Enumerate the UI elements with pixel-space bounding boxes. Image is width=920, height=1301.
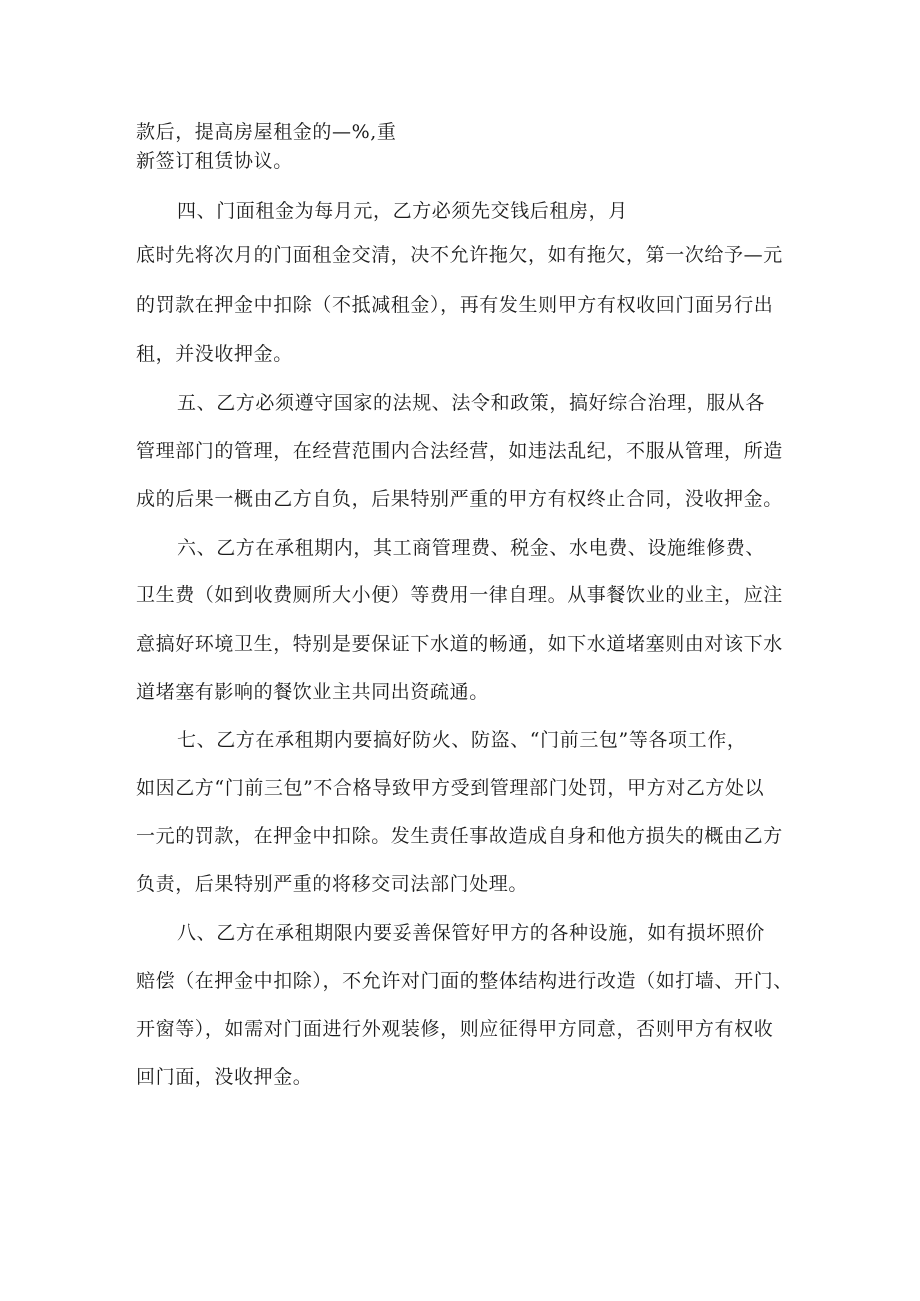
clause-6-line-4: 道堵塞有影响的餐饮业主共同出资疏通。 (136, 681, 489, 703)
clause-5-line-3: 成的后果一概由乙方自负，后果特别严重的甲方有权终止合同，没收押金。 (136, 488, 783, 510)
clause-7-line-4: 负责，后果特别严重的将移交司法部门处理。 (136, 873, 529, 895)
clause-8-line-1: 八、乙方在承租期限内要妥善保管好甲方的各种设施，如有损坏照价 (177, 922, 766, 944)
clause-7-line-1: 七、乙方在承租期内要搞好防火、防盗、“门前三包”等各项工作， (177, 729, 747, 751)
clause-6-line-3: 意搞好环境卫生，特别是要保证下水道的畅通，如下水道堵塞则由对该下水 (136, 633, 783, 655)
clause-6-line-2: 卫生费（如到收费厕所大小便）等费用一律自理。从事餐饮业的业主，应注 (136, 584, 783, 606)
clause-4-line-4: 租，并没收押金。 (136, 343, 293, 365)
clause-8-line-3: 开窗等），如需对门面进行外观装修，则应征得甲方同意，否则甲方有权收 (136, 1018, 774, 1040)
clause-5-line-1: 五、乙方必须遵守国家的法规、法令和政策，搞好综合治理，服从各 (177, 392, 766, 414)
clause-7-line-2: 如因乙方“门前三包”不合格导致甲方受到管理部门处罚，甲方对乙方处以 (136, 777, 765, 799)
text-line-1: 款后，提高房屋租金的—%,重 (136, 121, 397, 143)
clause-4-line-1: 四、门面租金为每月元，乙方必须先交钱后租房，月 (177, 200, 628, 222)
clause-8-line-4: 回门面，没收押金。 (136, 1066, 313, 1088)
text-line-2: 新签订租赁协议。 (136, 150, 293, 172)
clause-5-line-2: 管理部门的管理，在经营范围内合法经营，如违法乱纪，不服从管理，所造 (136, 440, 783, 462)
clause-6-line-1: 六、乙方在承租期内，其工商管理费、税金、水电费、设施维修费、 (177, 537, 766, 559)
clause-7-line-3: 一元的罚款，在押金中扣除。发生责任事故造成自身和他方损失的概由乙方 (136, 825, 783, 847)
clause-4-line-2: 底时先将次月的门面租金交清，决不允许拖欠，如有拖欠，第一次给予—元 (136, 244, 783, 266)
clause-4-line-3: 的罚款在押金中扣除（不抵减租金），再有发生则甲方有权收回门面另行出 (136, 294, 774, 316)
clause-8-line-2: 赔偿（在押金中扣除），不允许对门面的整体结构进行改造（如打墙、开门、 (136, 970, 793, 992)
